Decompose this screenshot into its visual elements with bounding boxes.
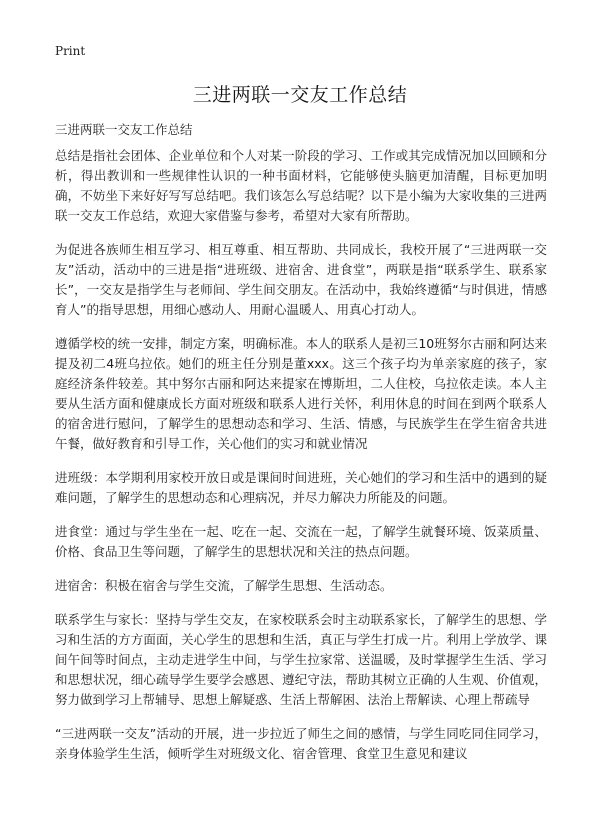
- paragraph-arrangement: 遵循学校的统一安排，制定方案，明确标准。本人的联系人是初三10班努尔古丽和阿达来提及初二4班乌拉依。她们的班主任分别是董xxx。这三个孩子均为单亲家庭的孩子，家庭经济条件较差。其中努尔古丽和阿达来提家在博斯坦，二人住校，乌拉依走读。本人主要从生活方面和健康成长方面对班级和联系人进行关怀，利用休息的时间在到两个联系人的宿舍进行慰问，了解学生的思想动态和学习、生活、情感，与民族学生在学生宿舍共进午餐，做好教育和引导工作，关心他们的实习和就业情况: [55, 336, 547, 451]
- paragraph-enter-class: 进班级：本学期利用家校开放日或是课间时间进班，关心她们的学习和生活中的遇到的疑难问题，了解学生的思想动态和心理病况，并尽力解决力所能及的问题。: [55, 470, 547, 505]
- paragraph-enter-canteen: 进食堂：通过与学生坐在一起、吃在一起、交流在一起，了解学生就餐环境、饭菜质量、价格、食品卫生等问题，了解学生的思想状况和关注的热点问题。: [55, 524, 547, 559]
- paragraph-contact-students-parents: 联系学生与家长：坚持与学生交友，在家校联系会时主动联系家长，了解学生的思想、学习和生活的方方面面，关心学生的思想和生活，真正与学生打成一片。利用上学放学、课间午间等时间点，主动走进学生中间，与学生拉家常、送温暖，及时掌握学生生活、学习和思想状况，细心疏导学生要学会感恩、遵纪守法，帮助其树立正确的人生观、价值观，努力做到学习上帮辅导、思想上解疑惑、生活上帮解困、法治上帮解读、心理上帮疏导: [55, 612, 547, 707]
- paragraph-conclusion: “三进两联一交友”活动的开展，进一步拉近了师生之间的感情，与学生同吃同住同学习，亲身体验学生生活，倾听学生对班级文化、宿舍管理、食堂卫生意见和建议: [55, 726, 547, 761]
- paragraph-intro: 总结是指社会团体、企业单位和个人对某一阶段的学习、工作或其完成情况加以回顾和分析，得出教训和一些规律性认识的一种书面材料，它能够使头脑更加清醒，目标更加明确，不妨坐下来好好写写总结吧。我们该怎么写总结呢？以下是小编为大家收集的三进两联一交友工作总结，欢迎大家借鉴与参考，希望对大家有所帮助。: [55, 148, 547, 223]
- page-title: 三进两联一交友工作总结: [192, 84, 408, 106]
- document-body: [55, 146, 547, 778]
- paragraph-enter-dorm: 进宿舍：积极在宿舍与学生交流，了解学生思想、生活动态。: [55, 578, 393, 593]
- document-subtitle: 三进两联一交友工作总结: [55, 122, 193, 137]
- paragraph-activity-overview: 为促进各族师生相互学习、相互尊重、相互帮助、共同成长，我校开展了“三进两联一交友”活动，活动中的三进是指“进班级、进宿舍、进食堂”，两联是指“联系学生、联系家长”，一交友是指学生与老师间、学生间交朋友。在活动中，我始终遵循“与时俱进，情感育人”的指导思想，用细心感动人、用耐心温暖人、用真心打动人。: [55, 242, 547, 317]
- print-link[interactable]: Print: [55, 44, 86, 58]
